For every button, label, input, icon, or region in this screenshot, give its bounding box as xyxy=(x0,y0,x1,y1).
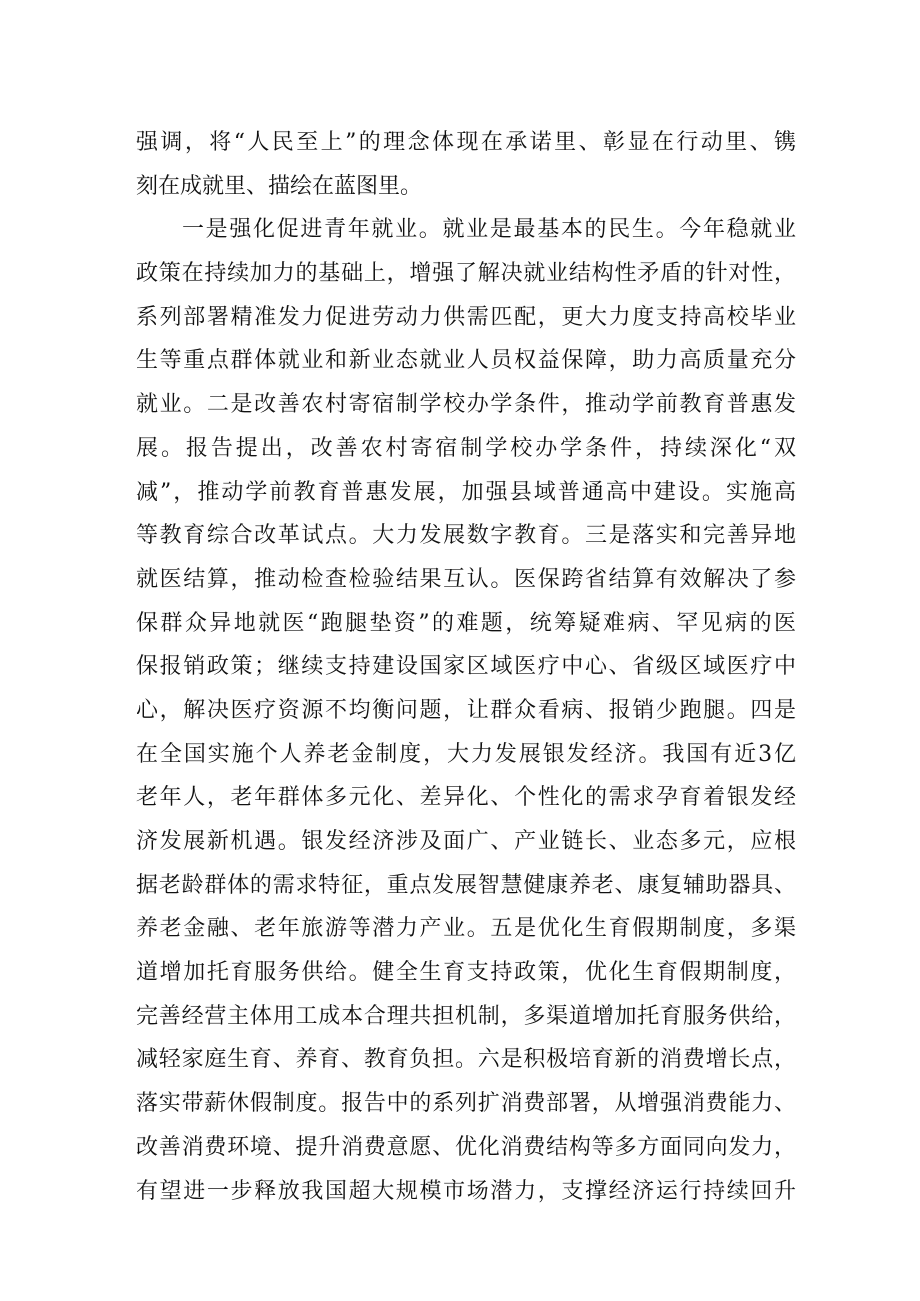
text-line: 刻在成就里、描绘在蓝图里。 xyxy=(136,173,423,199)
text-line: 济发展新机遇。银发经济涉及面广、产业链长、业态多元，应根 xyxy=(136,829,796,854)
text-line: 减”，推动学前教育普惠发展，加强县域普通高中建设。实施高 xyxy=(136,479,796,505)
text-line: 展。报告提出，改善农村寄宿制学校办学条件，持续深化“双 xyxy=(136,435,796,461)
text-line: 道增加托育服务供给。健全生育支持政策，优化生育假期制度， xyxy=(136,960,796,986)
text-line: 就业。二是改善农村寄宿制学校办学条件，推动学前教育普惠发 xyxy=(136,392,796,418)
text-line: 有望进一步释放我国超大规模市场潜力，支撑经济运行持续回升 xyxy=(136,1178,796,1204)
text-line: 落实带薪休假制度。报告中的系列扩消费部署，从增强消费能力、 xyxy=(136,1091,796,1117)
text-line: 系列部署精准发力促进劳动力供需匹配，更大力度支持高校毕业 xyxy=(136,304,796,330)
text-line: 老年人，老年群体多元化、差异化、个性化的需求孕育着银发经 xyxy=(136,785,796,811)
text-line: 在全国实施个人养老金制度，大力发展银发经济。我国有近3亿 xyxy=(136,741,796,767)
text-line: 养老金融、老年旅游等潜力产业。五是优化生育假期制度，多渠 xyxy=(136,916,796,942)
text-line: 改善消费环境、提升消费意愿、优化消费结构等多方面同向发力， xyxy=(136,1134,796,1160)
text-line: 完善经营主体用工成本合理共担机制，多渠道增加托育服务供给， xyxy=(136,1003,796,1029)
text-line: 生等重点群体就业和新业态就业人员权益保障，助力高质量充分 xyxy=(136,348,796,374)
text-line: 保群众异地就医“跑腿垫资”的难题，统筹疑难病、罕见病的医 xyxy=(136,610,796,636)
text-line: 据老龄群体的需求特征，重点发展智慧健康养老、康复辅助器具、 xyxy=(136,872,796,898)
text-line: 强调，将“人民至上”的理念体现在承诺里、彰显在行动里、镌 xyxy=(136,130,796,155)
paragraph-start-line: 一是强化促进青年就业。就业是最基本的民生。今年稳就业 xyxy=(182,217,796,243)
text-line: 政策在持续加力的基础上，增强了解决就业结构性矛盾的针对性， xyxy=(136,261,796,287)
body-text xyxy=(136,121,796,1213)
text-line: 等教育综合改革试点。大力发展数字教育。三是落实和完善异地 xyxy=(136,523,796,549)
text-line: 就医结算，推动检查检验结果互认。医保跨省结算有效解决了参 xyxy=(136,566,796,592)
text-line: 减轻家庭生育、养育、教育负担。六是积极培育新的消费增长点， xyxy=(136,1047,796,1073)
text-line: 心，解决医疗资源不均衡问题，让群众看病、报销少跑腿。四是 xyxy=(136,697,796,723)
text-line: 保报销政策；继续支持建设国家区域医疗中心、省级区域医疗中 xyxy=(136,654,796,680)
